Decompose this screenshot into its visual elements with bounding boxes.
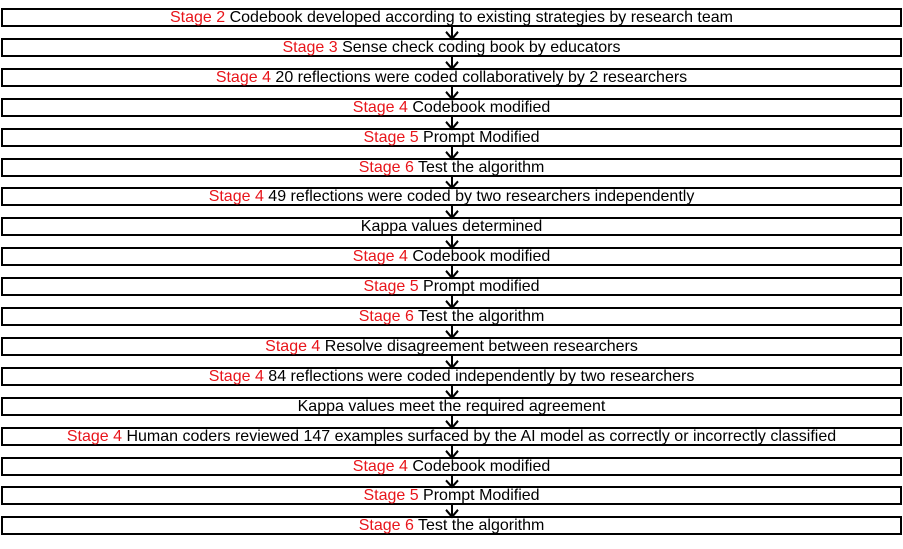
- stage-label: Stage 6: [358, 517, 414, 534]
- down-arrow-icon: [444, 325, 460, 339]
- stage-label: Stage 4: [66, 428, 123, 445]
- flow-step-16: [1, 457, 902, 476]
- flow-step-15: [1, 427, 902, 446]
- stage-label: Stage 6: [358, 308, 414, 325]
- step-text: Codebook modified: [407, 99, 551, 116]
- step-text: Codebook modified: [407, 248, 551, 265]
- step-text: Kappa values meet the required agreement: [297, 398, 606, 415]
- stage-label: Stage 4: [208, 368, 264, 385]
- step-text: 49 reflections were coded by two researchers independently: [263, 188, 695, 205]
- flow-step-6: [1, 158, 902, 177]
- step-text: Kappa values determined: [360, 218, 543, 235]
- step-text: Test the algorithm: [413, 517, 545, 534]
- down-arrow-icon: [444, 176, 460, 189]
- down-arrow-icon: [444, 355, 460, 369]
- down-arrow-icon: [444, 265, 460, 279]
- step-text: Prompt Modified: [418, 487, 540, 504]
- down-arrow-icon: [444, 445, 460, 459]
- flow-step-7: [1, 187, 902, 206]
- step-text: Prompt modified: [418, 278, 540, 295]
- flow-step-12: [1, 337, 902, 356]
- step-text: Human coders reviewed 147 examples surfaced by the AI model as correctly or incorrectly classified: [122, 428, 837, 445]
- flow-step-4: [1, 98, 902, 117]
- down-arrow-icon: [444, 116, 460, 130]
- down-arrow-icon: [444, 295, 460, 309]
- stage-label: Stage 5: [363, 487, 419, 504]
- stage-label: Stage 4: [352, 248, 408, 265]
- step-text: 84 reflections were coded independently by two researchers: [263, 368, 695, 385]
- stage-label: Stage 6: [358, 159, 414, 176]
- down-arrow-icon: [444, 415, 460, 429]
- step-text: Resolve disagreement between researchers: [320, 338, 638, 355]
- flow-step-10: [1, 277, 902, 296]
- down-arrow-icon: [444, 56, 460, 70]
- flow-step-5: [1, 128, 902, 147]
- down-arrow-icon: [444, 26, 460, 40]
- down-arrow-icon: [444, 205, 460, 219]
- stage-label: Stage 5: [363, 129, 419, 146]
- stage-label: Stage 3: [282, 39, 338, 56]
- flow-step-17: [1, 486, 902, 505]
- flow-step-3: [1, 68, 902, 87]
- step-text: Codebook developed according to existing strategies by research team: [225, 9, 733, 26]
- step-text: Sense check coding book by educators: [337, 39, 621, 56]
- flow-step-14: [1, 397, 902, 416]
- stage-label: Stage 4: [208, 188, 264, 205]
- stage-label: Stage 4: [265, 338, 321, 355]
- flow-step-8: [1, 217, 902, 236]
- flow-step-13: [1, 367, 902, 386]
- down-arrow-icon: [444, 235, 460, 249]
- stage-label: Stage 4: [352, 99, 408, 116]
- step-text: Test the algorithm: [413, 308, 545, 325]
- step-text: Test the algorithm: [413, 159, 545, 176]
- flow-step-11: [1, 307, 902, 326]
- stage-label: Stage 2: [169, 9, 226, 26]
- stage-label: Stage 4: [352, 458, 408, 475]
- down-arrow-icon: [444, 146, 460, 160]
- flow-step-9: [1, 247, 902, 266]
- down-arrow-icon: [444, 475, 460, 488]
- step-text: 20 reflections were coded collaboratively by 2 researchers: [270, 69, 688, 86]
- down-arrow-icon: [444, 385, 460, 399]
- stage-label: Stage 4: [215, 69, 271, 86]
- down-arrow-icon: [444, 86, 460, 100]
- down-arrow-icon: [444, 504, 460, 518]
- step-text: Codebook modified: [407, 458, 551, 475]
- flow-step-2: [1, 38, 902, 57]
- flow-step-1: [1, 8, 902, 27]
- step-text: Prompt Modified: [418, 129, 540, 146]
- stage-label: Stage 5: [363, 278, 419, 295]
- flow-step-18: [1, 516, 902, 535]
